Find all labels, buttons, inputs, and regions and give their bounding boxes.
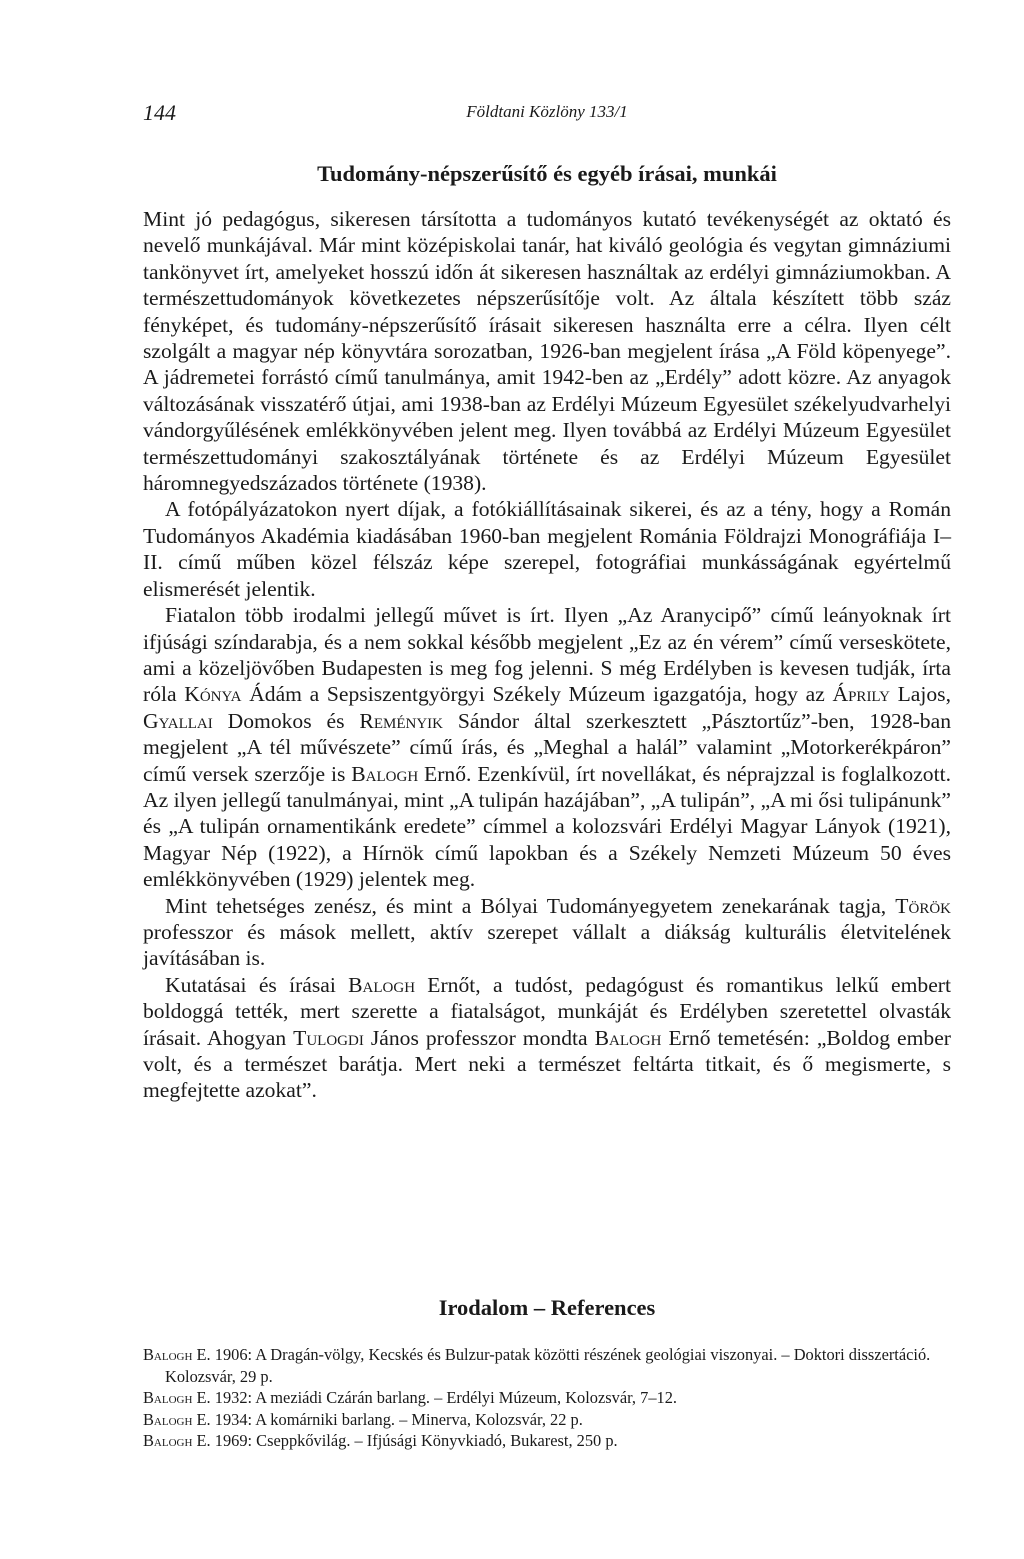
- references-list: [120, 1344, 950, 1452]
- paragraph-text: Kutatásai és írásai: [165, 972, 349, 997]
- journal-title: Földtani Közlöny 133/1: [466, 102, 628, 121]
- author-name: Török: [895, 893, 951, 918]
- reference-author: Balogh: [143, 1388, 193, 1407]
- author-name: Balogh: [351, 761, 419, 786]
- body-text: [143, 206, 951, 1104]
- paragraph-text: Ernőt, a tudóst, pedagógust és romantikus lelkű embert boldoggá tették, mert szerette a fiatalságot, munkáját és Erdélyben szeretettel olvasták írásait. Ahogyan: [143, 972, 951, 1050]
- page-header: [143, 100, 951, 126]
- paragraph-text: Sándor által szerkesztett „Pásztortűz”-ben, 1928-ban megjelent „A tél művészete” című írás, és „Meghal a halál” valamint „Motorkerékpáron” című versek szerzője is: [143, 708, 951, 786]
- paragraph-text: Lajos,: [889, 682, 951, 707]
- paragraph-text: professzor és mások mellett, aktív szerepet vállalt a diákság kulturális életvitelének javításában is.: [143, 919, 951, 971]
- reference-author: Balogh: [143, 1345, 193, 1364]
- author-name: Reményik: [359, 708, 443, 733]
- reference-text: E. 1906: A Dragán-völgy, Kecskés és Bulzur-patak közötti részének geológiai viszonyai. – Doktori disszertáció. Kolozsvár, 29 p.: [165, 1345, 931, 1386]
- reference-author: Balogh: [143, 1409, 193, 1429]
- paragraph-text: János professzor mondta: [363, 1025, 595, 1050]
- paragraph-text: Mint tehetséges zenész, és mint a Bólyai Tudományegyetem zenekarának tagja,: [165, 893, 896, 918]
- reference-item: [120, 1430, 950, 1452]
- reference-item: [120, 1344, 950, 1387]
- paragraph-text: Fiatalon több irodalmi jellegű művet is írt. Ilyen „Az Aranycipő” című leányoknak írt ifjúsági színdarabja, és a nem sokkal később megjelent „Ez az én vérem” című verseskötete, ami a közeljövőben Budapesten is meg fog jelenni. S még Erdélyben is kevesen tudják, írta róla: [143, 603, 951, 707]
- author-name: Balogh: [348, 972, 416, 997]
- paragraph-1: [143, 206, 951, 496]
- reference-text: E. 1934: A komárniki barlang. – Minerva, Kolozsvár, 22 p.: [192, 1409, 583, 1429]
- paragraph-5: [143, 972, 951, 1104]
- paragraph-text: Ádám a Sepsiszentgyörgyi Székely Múzeum igazgatója, hogy az: [241, 682, 833, 707]
- paragraph-3: [143, 602, 951, 892]
- reference-text: E. 1969: Cseppkővilág. – Ifjúsági Könyvkiadó, Bukarest, 250 p.: [192, 1431, 618, 1450]
- author-name: Kónya: [184, 682, 242, 707]
- author-name: Áprily: [832, 682, 890, 707]
- author-name: Tulogdi: [293, 1025, 364, 1050]
- reference-item: [120, 1409, 950, 1431]
- references-heading: Irodalom – References: [438, 1295, 656, 1320]
- paragraph-text: Ernő. Ezenkívül, írt novellákat, és néprajzzal is foglalkozott. Az ilyen jellegű tanulmányai, mint „A tulipán hazájában”, „A tulipán”, „A mi ősi tulipánunk” és „A tulipán ornamentikánk eredete” címmel a kolozsvári Erdélyi Magyar Lányok (1921), Magyar Nép (1922), a Hírnök című lapokban és a Székely Nemzeti Múzeum 50 éves emlékkönyvében (1929) jelentek meg.: [143, 761, 951, 892]
- paragraph-text: Ernő temetésén: „Boldog ember volt, és a természet barátja. Mert neki a természet feltárta titkait, és ő megismerte, s megfejtette azokat”.: [143, 1025, 951, 1103]
- paragraph-text: Domokos és: [212, 708, 360, 733]
- reference-item: [120, 1387, 950, 1409]
- paragraph-text: Mint jó pedagógus, sikeresen társította a tudományos kutató tevékenységét az oktató és nevelő munkájával. Már mint középiskolai tanár, hat kiváló geológia és vegytan gimnáziumi tankönyvet írt, amelyeket hosszú időn át sikeresen használtak az erdélyi gimnáziumokban. A természettudományok következetes népszerűsítője volt. Az általa készített több száz fényképet, és tudomány-népszerűsítő írásait sikeresen használta erre a célra. Ilyen célt szolgált a magyar nép könyvtára sorozatban, 1926-ban megjelent írása „A Föld köpenyege”. A jádremetei forrástó című tanulmánya, amit 1942-ben az „Erdély” adott közre. Az anyagok változásának visszatérő útjai, ami 1938-ban az Erdélyi Múzeum Egyesület székelyudvarhelyi vándorgyűlésének emlékkönyvében jelent meg. Ilyen továbbá az Erdélyi Múzeum Egyesület természettudományi szakosztályának története és az Erdélyi Múzeum Egyesület háromnegyedszázados története (1938).: [143, 207, 951, 496]
- paragraph-2: [143, 496, 951, 602]
- paragraph-4: [143, 893, 951, 972]
- paragraph-text: A fotópályázatokon nyert díjak, a fotókiállításainak sikerei, és az a tény, hogy a Román Tudományos Akadémia kiadásában 1960-ban megjelent Románia Földrajzi Monográfiája I–II. című műben közel félszáz képe szerepel, fotográfiai munkásságának egyértelmű elismerését jelentik.: [143, 497, 951, 601]
- reference-author: Balogh: [143, 1431, 193, 1450]
- page-number: 144: [143, 100, 176, 125]
- author-name: Balogh: [594, 1025, 662, 1050]
- author-name: Gyallai: [143, 708, 213, 733]
- reference-text: E. 1932: A meziádi Czárán barlang. – Erdélyi Múzeum, Kolozsvár, 7–12.: [192, 1388, 678, 1407]
- section-heading: Tudomány-népszerűsítő és egyéb írásai, munkái: [317, 161, 777, 186]
